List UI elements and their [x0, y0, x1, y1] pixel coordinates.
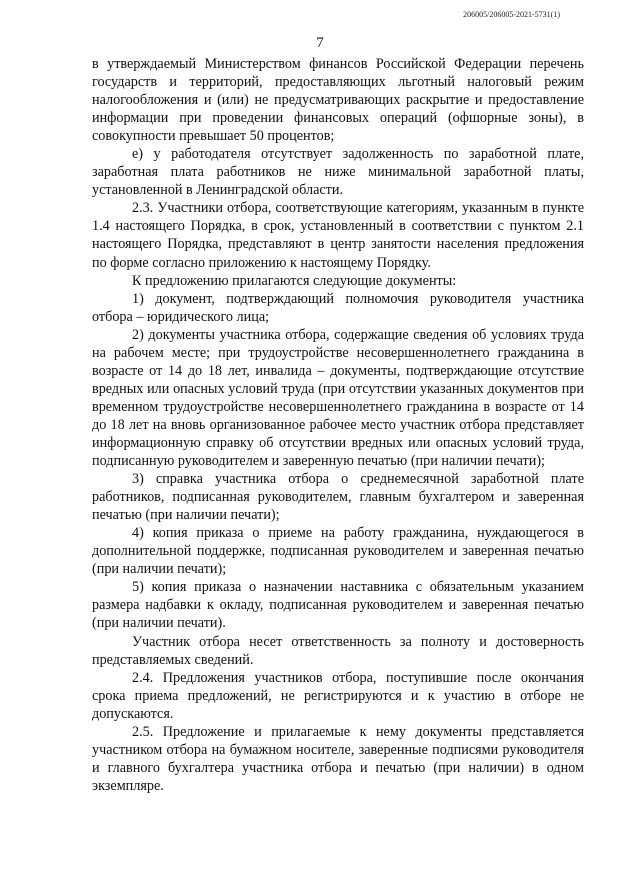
paragraph-2-4: 2.4. Предложения участников отбора, поступившие после окончания срока приема предложений, не регистрируются и к участию в отборе не допускаются. [92, 669, 584, 722]
paragraph-document-5: 5) копия приказа о назначении наставника с обязательным указанием размера надбавки к окладу, подписанная руководителем и заверенная печатью (при наличии печати). [92, 579, 584, 632]
paragraph-documents-intro: К предложению прилагаются следующие документы: [132, 272, 457, 289]
paragraph-responsibility: Участник отбора несет ответственность за полноту и достоверность представляемых сведений. [92, 633, 584, 668]
paragraph-document-4: 4) копия приказа о приеме на работу гражданина, нуждающегося в дополнительной поддержке, подписанная руководителем и заверенная печатью (при наличии печати); [92, 525, 584, 578]
paragraph-document-1: 1) документ, подтверждающий полномочия руководителя участника отбора – юридического лица; [92, 290, 584, 325]
paragraph-offshore-continuation: в утверждаемый Министерством финансов Российской Федерации перечень государств и территорий, предоставляющих льготный налоговый режим налогообложения и (или) не предусматривающих раскрытие и предоставление информации при проведении финансовых операций (офшорные зоны), в совокупности превышает 50 процентов; [92, 56, 584, 145]
page-number: 7 [316, 35, 324, 51]
document-body [92, 55, 584, 795]
paragraph-2-5: 2.5. Предложение и прилагаемые к нему документы представляется участником отбора на бумажном носителе, заверенные подписями руководителя и главного бухгалтера участника отбора и печатью (при наличии) в одном экземпляре. [92, 723, 584, 794]
paragraph-2-3: 2.3. Участники отбора, соответствующие категориям, указанным в пункте 1.4 настоящего Порядка, в срок, установленный в соответствии с пунктом 2.1 настоящего Порядка, представляют в центр занятости населения предложения по форме согласно приложению к настоящему Порядку. [92, 200, 584, 271]
paragraph-item-e: е) у работодателя отсутствует задолженность по заработной плате, заработная плата работников не ниже минимальной заработной платы, установленной в Ленинградской области. [92, 146, 584, 199]
paragraph-document-3: 3) справка участника отбора о среднемесячной заработной плате работников, подписанная руководителем, главным бухгалтером и заверенная печатью (при наличии печати); [92, 471, 584, 524]
document-code: 206005/206005-2021-5731(1) [463, 10, 560, 19]
paragraph-document-2: 2) документы участника отбора, содержащие сведения об условиях труда на рабочем месте; при трудоустройстве несовершеннолетнего гражданина в возрасте от 14 до 18 лет, инвалида – документы, подтверждающие отсутствие вредных или опасных условий труда (при отсутствии указанных документов при временном трудоустройстве несовершеннолетнего гражданина в возрасте от 14 до 18 лет на вновь организованное рабочее место участник отбора представляет информационную справку об отсутствии вредных или опасных условий труда, подписанную руководителем и заверенную печатью (при наличии печати); [92, 326, 584, 470]
